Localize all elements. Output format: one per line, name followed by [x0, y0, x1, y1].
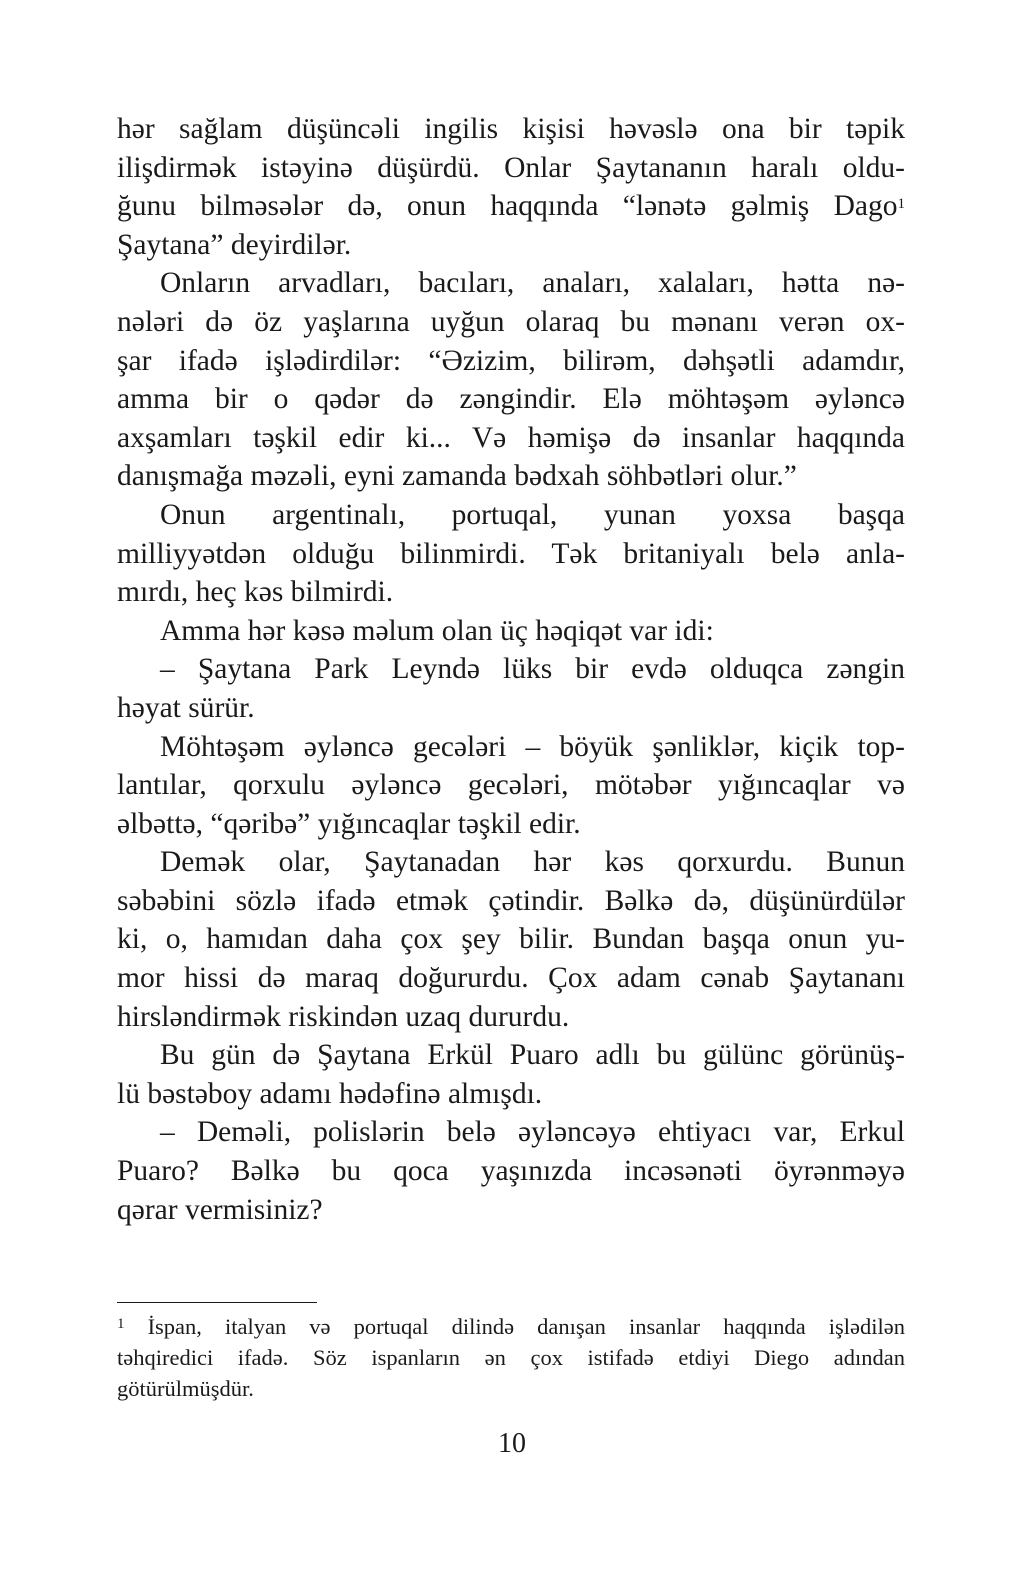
line-text: Onun argentinalı, portuqal, yunan yoxsa başqa — [160, 498, 905, 531]
text-line — [117, 1152, 905, 1191]
text-line — [117, 998, 905, 1037]
text-line — [117, 535, 905, 574]
text-line — [117, 419, 905, 458]
text-line — [117, 1113, 905, 1152]
line-text: – Şaytana Park Leyndə lüks bir evdə olduqca zəngin — [160, 653, 905, 686]
line-text: səbəbini sözlə ifadə etmək çətindir. Bəlkə də, düşünürdülər — [117, 884, 905, 917]
text-line — [117, 496, 905, 535]
line-text: lantılar, qorxulu əyləncə gecələri, mötəbər yığıncaqlar və — [117, 769, 905, 802]
footnote — [117, 1311, 905, 1404]
text-line — [117, 303, 905, 342]
line-text: Möhtəşəm əyləncə gecələri – böyük şənliklər, kiçik top- — [160, 730, 905, 763]
line-text: milliyyətdən olduğu bilinmirdi. Tək britaniyalı belə anla- — [117, 537, 905, 570]
text-line — [117, 650, 905, 689]
text-line — [117, 226, 905, 265]
text-line — [117, 264, 905, 303]
text-line — [117, 457, 905, 496]
text-line — [117, 380, 905, 419]
line-text: ilişdirmək istəyinə düşürdü. Onlar Şaytananın haralı oldu- — [117, 151, 905, 184]
footnote-reference: 1 — [897, 196, 905, 213]
text-line — [117, 110, 905, 149]
text-line — [117, 728, 905, 767]
footnote-text: İspan, italyan və portuqal dilində danışan insanlar haqqında işlədilən — [147, 1314, 905, 1339]
line-text: mırdı, heç kəs bilmirdi. — [117, 576, 394, 609]
text-line — [117, 843, 905, 882]
line-text: hirsləndirmək riskindən uzaq dururdu. — [117, 1000, 570, 1033]
text-line — [117, 920, 905, 959]
line-text: Demək olar, Şaytanadan hər kəs qorxurdu. Bunun — [160, 846, 905, 879]
text-line — [117, 187, 905, 226]
text-line — [117, 1191, 905, 1230]
line-text: nələri də öz yaşlarına uyğun olaraq bu mənanı verən ox- — [117, 305, 905, 338]
line-text: mor hissi də maraq doğururdu. Çox adam cənab Şaytananı — [117, 962, 905, 995]
line-text: Amma hər kəsə məlum olan üç həqiqət var idi: — [160, 614, 714, 647]
text-line — [117, 882, 905, 921]
line-text: ğunu bilməsələr də, onun haqqında “lənətə gəlmiş Dago — [117, 190, 898, 223]
footnote-separator — [117, 1302, 317, 1303]
line-text: şar ifadə işlədirdilər: “Əzizim, bilirəm, dəhşətli adamdır, — [117, 344, 905, 377]
line-text: danışmağa məzəli, eyni zamanda bədxah söhbətləri olur.” — [117, 460, 797, 493]
line-text: ki, o, hamıdan daha çox şey bilir. Bundan başqa onun yu- — [117, 923, 905, 956]
line-text: Onların arvadları, bacıları, anaları, xalaları, hətta nə- — [160, 267, 905, 300]
text-line — [117, 689, 905, 728]
line-text: axşamları təşkil edir ki... Və həmişə də insanlar haqqında — [117, 421, 905, 454]
text-line — [117, 342, 905, 381]
text-line — [117, 766, 905, 805]
line-text: – Deməli, polislərin belə əyləncəyə ehtiyacı var, Erkul — [160, 1116, 905, 1149]
footnote-line — [117, 1342, 905, 1373]
footnote-line — [117, 1311, 905, 1342]
line-text: həyat sürür. — [117, 691, 255, 724]
line-text: əlbəttə, “qəribə” yığıncaqlar təşkil edir. — [117, 807, 581, 840]
line-text: Bu gün də Şaytana Erkül Puaro adlı bu gülünc görünüş- — [160, 1039, 905, 1072]
footnote-line — [117, 1373, 905, 1404]
line-text: Şaytana” deyirdilər. — [117, 228, 352, 261]
page-number: 10 — [498, 1428, 526, 1459]
text-line — [117, 149, 905, 188]
text-line — [117, 959, 905, 998]
footnote-marker: 1 — [117, 1316, 125, 1332]
line-text: qərar vermisiniz? — [117, 1193, 323, 1226]
line-text: lü bəstəboy adamı hədəfinə almışdı. — [117, 1077, 543, 1110]
text-line — [117, 612, 905, 651]
text-line — [117, 1036, 905, 1075]
text-line — [117, 1075, 905, 1114]
line-text: Puaro? Bəlkə bu qoca yaşınızda incəsənəti öyrənməyə — [117, 1155, 905, 1188]
footnote-text: təhqiredici ifadə. Söz ispanların ən çox istifadə etdiyi Diego adından — [117, 1345, 905, 1370]
page-body — [117, 110, 905, 1229]
line-text: hər sağlam düşüncəli ingilis kişisi həvəslə ona bir təpik — [117, 113, 905, 145]
footnote-text: götürülmüşdür. — [117, 1376, 254, 1401]
text-line — [117, 805, 905, 844]
line-text: amma bir o qədər də zəngindir. Elə möhtəşəm əyləncə — [117, 383, 905, 416]
text-line — [117, 573, 905, 612]
